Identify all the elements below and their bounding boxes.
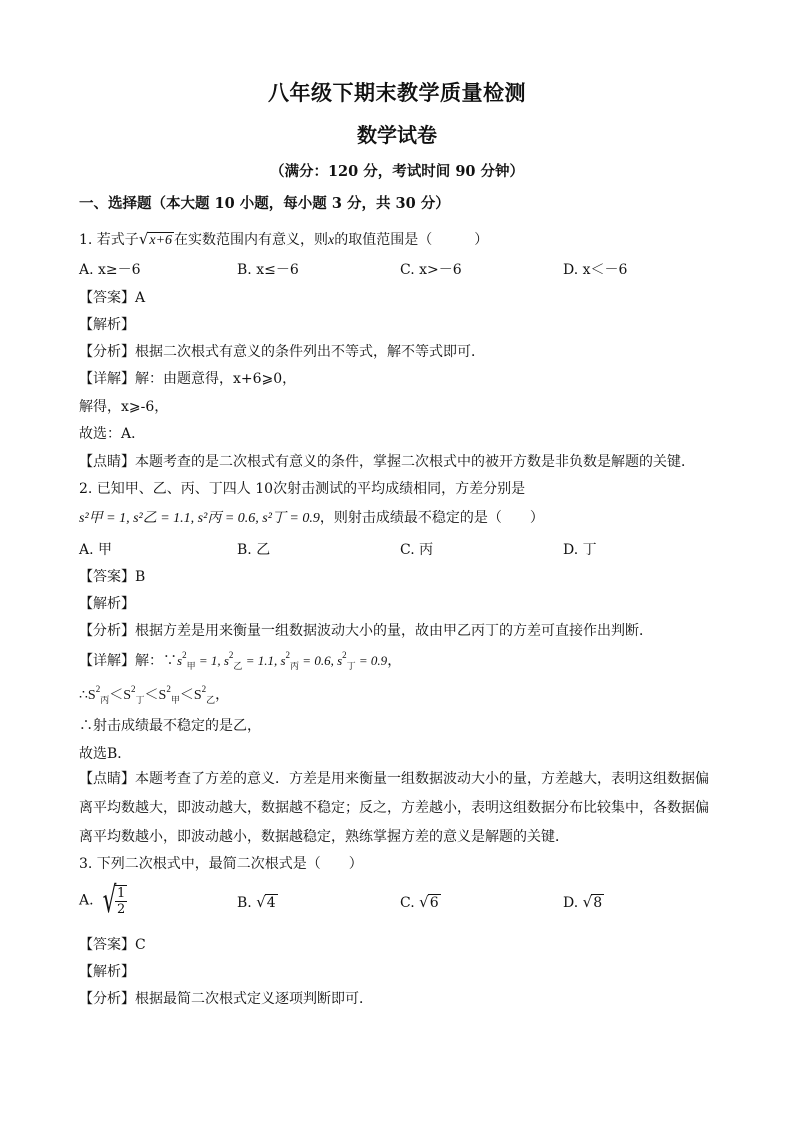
q1-stem: [79, 229, 488, 249]
q3-fenxi: 【分析】根据最简二次根式定义逐项判断即可．: [79, 991, 373, 1007]
q2-variances-suffix: ，则射击成绩最不稳定的是（ ）: [319, 510, 544, 526]
q1-stem-var: x: [328, 233, 335, 248]
q3-option-b: [237, 893, 278, 911]
q1-option-a: A. x≥－6: [79, 262, 141, 278]
q3-option-c: [400, 893, 441, 911]
q2-therefore-prefix: ∴: [79, 687, 88, 703]
q2-option-c: C. 丙: [400, 542, 434, 558]
page-title: 八年级下期末教学质量检测: [268, 80, 526, 105]
page-subtitle: 数学试卷: [357, 123, 437, 147]
q2-option-d: D. 丁: [563, 542, 597, 558]
q1-stem-prefix: 1. 若式子: [79, 232, 139, 248]
q1-stem-end: 的取值范围是（ ）: [334, 232, 489, 248]
q1-dianjing: 【点睛】本题考查的是二次根式有意义的条件，掌握二次根式中的被开方数是非负数是解题的关键．: [79, 454, 695, 470]
q2-conclusion: ∴射击成绩最不稳定的是乙，: [79, 718, 261, 734]
q3-option-c-radicand: 6: [429, 895, 439, 911]
q2-xiangjie-line: [79, 650, 401, 672]
q2-dianjing: 【点睛】本题考查了方差的意义．方差是用来衡量一组数据波动大小的量，方差越大，表明这组数据偏离平均数越大，即波动越大，数据越不稳定；反之，方差越小，表明这组数据分布比较集中，各数据偏离平均数越小，即波动越小，数据越稳定，熟练掌握方差的意义是解题的关键．: [79, 771, 709, 845]
q3-analysis-label: 【解析】: [79, 964, 135, 980]
q2-variances-line: [79, 507, 544, 527]
q2-variances: s²甲 = 1, s²乙 = 1.1, s²丙 = 0.6, s²丁 = 0.9: [79, 511, 320, 526]
q3-option-d: [563, 893, 604, 911]
q3-option-b-label: B.: [237, 895, 252, 911]
q3-option-a-label: A.: [79, 892, 94, 909]
q3-option-d-label: D.: [563, 895, 579, 911]
q3-option-a: [79, 880, 127, 921]
q2-choose: 故选B．: [79, 746, 132, 762]
q2-answer: 【答案】B: [79, 569, 146, 585]
exam-meta: （满分：120 分，考试时间 90 分钟）: [269, 163, 525, 180]
q1-xiangjie: 【详解】解：由题意得，x+6⩾0，: [79, 371, 297, 387]
q1-step2: 解得，x⩾-6，: [79, 399, 169, 415]
q2-xiangjie-math: $s^2_甲 = 1$, $s^2_乙 = 1.1$, $s^2_丙 = 0.6$, $s^2_丁 = 0.9$: [177, 650, 388, 671]
q3-option-b-radicand: 4: [266, 895, 276, 911]
q2-therefore-suffix: ，: [215, 687, 230, 703]
q2-fenxi: 【分析】根据方差是用来衡量一组数据波动大小的量，故由甲乙丙丁的方差可直接作出判断．: [79, 623, 653, 639]
sqrt-icon: √: [138, 230, 149, 248]
sqrt-icon: √: [256, 893, 266, 911]
q2-stem: 2. 已知甲、乙、丙、丁四人 10次射击测试的平均成绩相同，方差分别是: [79, 481, 526, 497]
q1-option-c: C. x>－6: [400, 262, 462, 278]
q1-stem-suffix: 在实数范围内有意义，则: [174, 232, 329, 248]
q3-stem: 3. 下列二次根式中，最简二次根式是（ ）: [79, 856, 363, 872]
q1-option-d: D. x＜－6: [563, 262, 628, 278]
q3-option-c-label: C.: [400, 895, 415, 911]
q2-analysis-label: 【解析】: [79, 596, 135, 612]
q1-answer: 【答案】A: [79, 290, 146, 306]
q3-fraction: [115, 885, 127, 917]
sqrt-icon: √: [102, 880, 117, 921]
section-heading: 一、选择题（本大题 10 小题，每小题 3 分，共 30 分）: [79, 195, 450, 212]
q1-radicand: x+6: [149, 233, 173, 248]
q1-option-b: B. x≤－6: [237, 262, 299, 278]
q3-frac-den: 2: [116, 901, 126, 917]
q1-analysis-label: 【解析】: [79, 317, 135, 333]
q3-frac-num: 1: [116, 885, 126, 901]
q3-option-d-radicand: 8: [593, 895, 603, 911]
q2-option-a: A. 甲: [79, 542, 113, 558]
q2-xiangjie-suffix: ，: [387, 653, 402, 669]
q2-xiangjie-prefix: 【详解】解：∵: [79, 653, 177, 669]
q3-answer: 【答案】C: [79, 937, 146, 953]
q2-therefore-math: $S^2_丙<S^2_丁<S^2_甲<S^2_乙$: [87, 684, 216, 705]
q1-fenxi: 【分析】根据二次根式有意义的条件列出不等式，解不等式即可．: [79, 344, 485, 360]
q2-option-b: B. 乙: [237, 542, 271, 558]
q2-therefore-line: [79, 684, 229, 706]
sqrt-icon: √: [419, 893, 429, 911]
sqrt-icon: √: [582, 893, 593, 911]
q1-step3: 故选：A．: [79, 426, 146, 442]
